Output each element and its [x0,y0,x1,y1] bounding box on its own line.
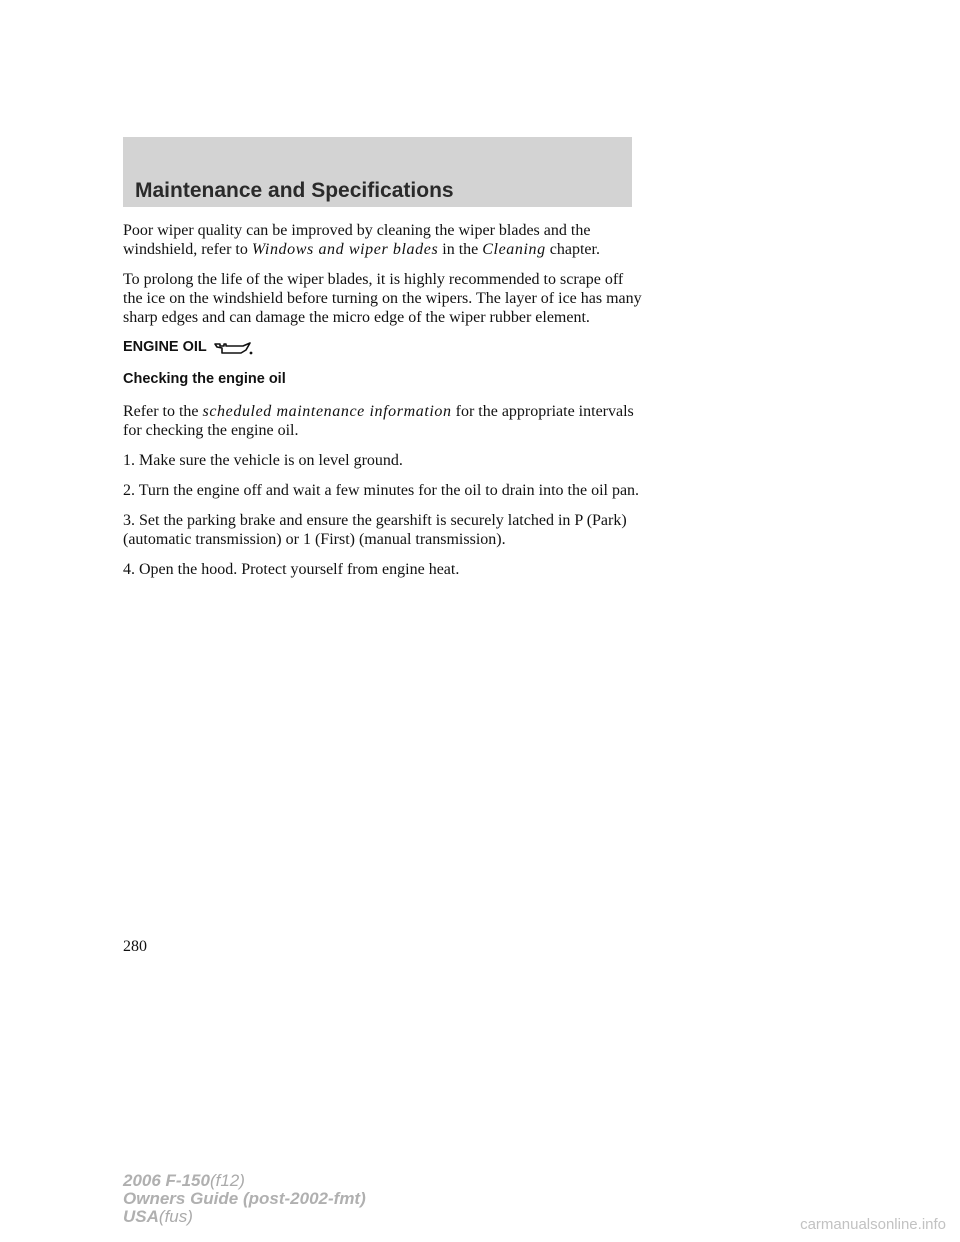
text-fragment: for the appropriate intervals for checking the engine oil. [123,403,634,439]
page-number: 280 [123,938,147,955]
page-content [123,221,643,590]
chapter-header-band [123,137,632,207]
reference-cleaning-chapter: Cleaning [482,241,546,258]
footer-guide: Owners Guide (post-2002-fmt) [123,1189,366,1208]
section-heading-text: ENGINE OIL [123,339,207,355]
step-4: 4. Open the hood. Protect yourself from engine heat. [123,561,460,578]
footer-market-code: (fus) [158,1207,193,1226]
subheading-checking-engine-oil: Checking the engine oil [123,371,286,387]
footer-model: 2006 F-150 [123,1171,210,1190]
footer-line-guide [123,1190,366,1208]
paragraph-prolong-wiper-life: To prolong the life of the wiper blades, it is highly recommended to scrape off the ice on the windshield before turning on the wipers. The layer of ice has many sharp edges and can damage the micro edge of the wiper rubber element. [123,271,642,326]
text-fragment: chapter. [545,241,600,258]
step-1: 1. Make sure the vehicle is on level ground. [123,452,403,469]
reference-windows-wiper-blades: Windows and wiper blades [251,241,439,258]
footer-model-code: (f12) [209,1171,245,1190]
watermark: carmanualsonline.info [800,1216,946,1233]
paragraph-refer-maintenance [123,402,643,440]
footer-line-model [123,1172,366,1190]
document-footer [123,1172,366,1226]
reference-scheduled-maintenance: scheduled maintenance information [202,403,452,420]
text-fragment: in the [438,241,483,258]
text-fragment: Poor wiper quality can be improved by cleaning the wiper blades and the windshield, refer to [123,222,591,258]
footer-market: USA [123,1207,159,1226]
text-fragment: Refer to the [123,403,203,420]
paragraph-wiper-quality [123,221,643,259]
step-3: 3. Set the parking brake and ensure the gearshift is securely latched in P (Park) (automatic transmission) or 1 (First) (manual transmission). [123,512,627,548]
oil-can-icon [213,339,253,357]
chapter-title: Maintenance and Specifications [135,179,454,202]
section-heading-engine-oil [123,338,643,357]
footer-line-market [123,1208,366,1226]
step-2: 2. Turn the engine off and wait a few minutes for the oil to drain into the oil pan. [123,482,640,499]
